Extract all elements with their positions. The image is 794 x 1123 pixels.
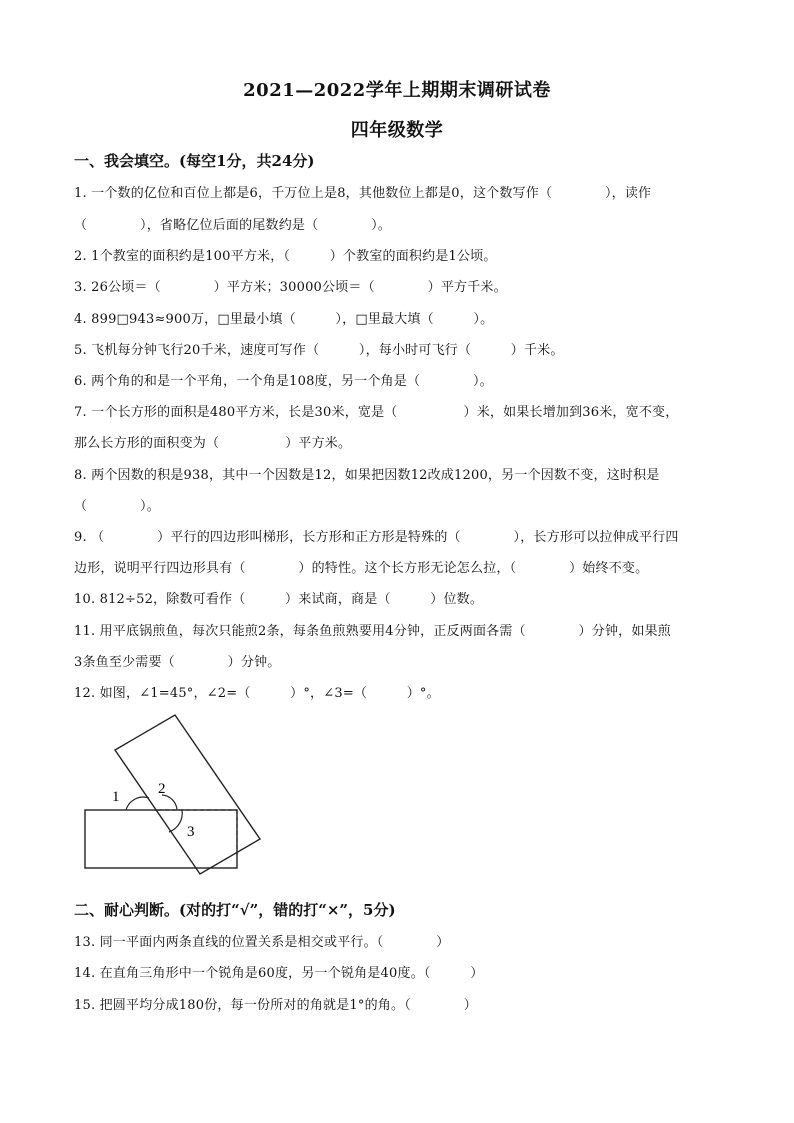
question-line: 12. 如图，∠1=45°，∠2=（ ）°，∠3=（ ）°。 [74,686,440,701]
question-line: 2. 1个教室的面积约是100平方米，（ ）个教室的面积约是1公顷。 [74,249,497,264]
question-line: 4. 899□943≈900万，□里最小填（ ），□里最大填（ ）。 [74,312,494,327]
question-line: 8. 两个因数的积是938，其中一个因数是12，如果把因数12改成1200，另一个因数不变，这时积是 [74,468,660,483]
question-line: 3条鱼至少需要（ ）分钟。 [74,655,281,670]
angle-figure [70,705,270,875]
question-line: （ ）。 [74,499,160,514]
angle1-arc [126,797,149,810]
angle3-label: 3 [187,824,195,840]
judge-question: 14. 在直角三角形中一个锐角是60度，另一个锐角是40度。（ ） [74,966,484,981]
question-line: 9. （ ）平行的四边形叫梯形，长方形和正方形是特殊的（ ），长方形可以拉伸成平行四 [74,530,679,545]
question-line: 3. 26公顷＝（ ）平方米；30000公顷＝（ ）平方千米。 [74,280,507,295]
question-line: 11. 用平底锅煎鱼，每次只能煎2条，每条鱼煎熟要用4分钟，正反两面各需（ ）分钟，如果煎 [74,624,671,639]
question-line: 7. 一个长方形的面积是480平方米，长是30米，宽是（ ）米，如果长增加到36米，宽不变， [74,405,679,420]
question-line: （ ），省略亿位后面的尾数约是（ ）。 [74,218,392,233]
tilted-rectangle [115,715,260,874]
angle3-arc [169,810,182,832]
judge-question: 15. 把圆平均分成180份，每一份所对的角就是1°的角。（ ） [74,998,477,1013]
section-heading-fill-in: 一、我会填空。(每空1分，共24分) [74,152,315,170]
question-line: 边形，说明平行四边形具有（ ）的特性。这个长方形无论怎么拉，（ ）始终不变。 [74,561,649,576]
section-heading-judge: 二、耐心判断。(对的打“√”，错的打“×”，5分) [74,901,396,919]
question-line: 5. 飞机每分钟飞行20千米，速度可写作（ ），每小时可飞行（ ）千米。 [74,343,564,358]
exam-subtitle: 四年级数学 [350,120,444,141]
exam-title: 2021—2022学年上期期末调研试卷 [243,80,551,101]
judge-question: 13. 同一平面内两条直线的位置关系是相交或平行。（ ） [74,935,450,950]
question-line: 1. 一个数的亿位和百位上都是6，千万位上是8，其他数位上都是0，这个数写作（ ），读作 [74,186,652,201]
angle1-label: 1 [112,789,120,805]
base-rectangle [85,810,237,868]
question-line: 10. 812÷52，除数可看作（ ）来试商，商是（ ）位数。 [74,592,484,607]
angle2-arc [162,795,177,810]
question-line: 那么长方形的面积变为（ ）平方米。 [74,436,352,451]
angle2-label: 2 [158,781,166,797]
question-line: 6. 两个角的和是一个平角，一个角是108度，另一个角是（ ）。 [74,374,493,389]
